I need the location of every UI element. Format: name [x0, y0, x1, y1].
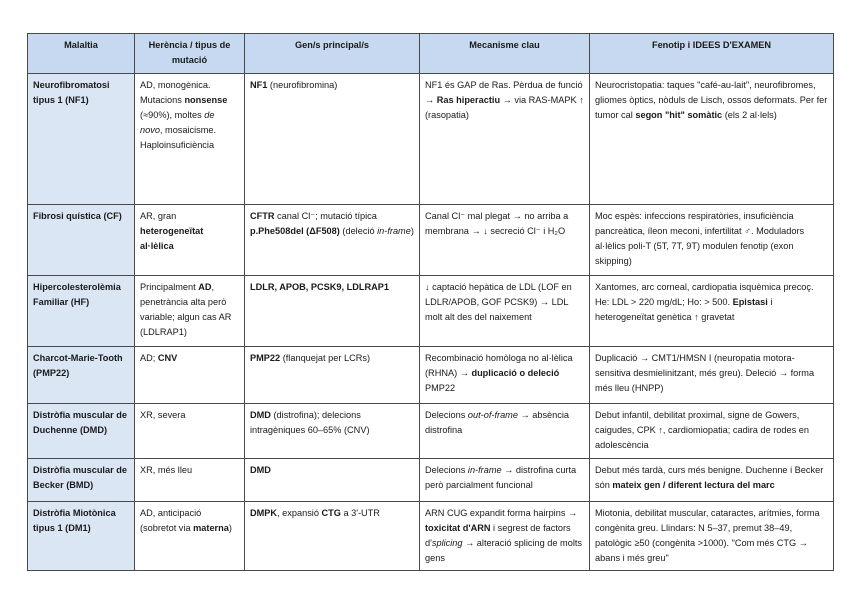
table-header-row: [28, 34, 834, 74]
mechanism-cell: Canal Cl⁻ mal plegat → no arriba a membrana → ↓ secreció Cl⁻ i H₂O: [420, 205, 590, 276]
gene-cell: DMD (distrofina); delecions intragèniques 60–65% (CNV): [245, 404, 420, 459]
inheritance-cell: XR, més lleu: [135, 459, 245, 502]
gene-cell: PMP22 (flanquejat per LCRs): [245, 347, 420, 404]
table-row: [28, 205, 834, 276]
disease-cell: Distròfia muscular de Becker (BMD): [28, 459, 135, 502]
gene-cell: LDLR, APOB, PCSK9, LDLRAP1: [245, 276, 420, 347]
phenotype-cell: Miotonia, debilitat muscular, cataractes, arítmies, forma congènita greu. Llindars: N 5–37, premut 38–49, patològic ≥50 (congènita >1000). "Com més CTG → abans i més greu": [590, 502, 834, 571]
inheritance-cell: AD, anticipació (sobretot via materna): [135, 502, 245, 571]
gene-cell: DMPK, expansió CTG a 3'-UTR: [245, 502, 420, 571]
gene-cell: CFTR canal Cl⁻; mutació típica p.Phe508del (ΔF508) (deleció in-frame): [245, 205, 420, 276]
table-row: [28, 502, 834, 571]
mechanism-cell: Recombinació homòloga no al·lèlica (RHNA) → duplicació o deleció PMP22: [420, 347, 590, 404]
header-phenotype: Fenotip i IDEES D'EXAMEN: [590, 34, 834, 74]
disease-cell: Hipercolesterolèmia Familiar (HF): [28, 276, 135, 347]
disease-cell: Charcot-Marie-Tooth (PMP22): [28, 347, 135, 404]
inheritance-cell: XR, severa: [135, 404, 245, 459]
table-row: [28, 276, 834, 347]
mechanism-cell: Delecions out-of-frame → absència distrofina: [420, 404, 590, 459]
disease-cell: Neurofibromatosi tipus 1 (NF1): [28, 74, 135, 205]
mechanism-cell: ARN CUG expandit forma hairpins → toxicitat d'ARN i segrest de factors d'splicing → alteració splicing de molts gens: [420, 502, 590, 571]
phenotype-cell: Neurocristopatia: taques "café-au-lait", neurofibromes, gliomes òptics, nòduls de Lisch, ossos deformats. Per fer tumor cal segon "hit" somàtic (els 2 al·lels): [590, 74, 834, 205]
table-row: [28, 404, 834, 459]
phenotype-cell: Debut més tardà, curs més benigne. Duchenne i Becker són mateix gen / diferent lectura del marc: [590, 459, 834, 502]
mechanism-cell: Delecions in-frame → distrofina curta però parcialment funcional: [420, 459, 590, 502]
gene-cell: NF1 (neurofibromina): [245, 74, 420, 205]
inheritance-cell: AR, gran heterogeneïtat al·lèlica: [135, 205, 245, 276]
gene-cell: DMD: [245, 459, 420, 502]
table-row: [28, 74, 834, 205]
genetic-diseases-table: [27, 33, 834, 571]
phenotype-cell: Moc espès: infeccions respiratòries, insuficiència pancreàtica, íleon meconi, infertilitat ♂. Moduladors al·lèlics poli-T (5T, 7T, 9T) modulen fenotip (exon skipping): [590, 205, 834, 276]
disease-cell: Fibrosi quística (CF): [28, 205, 135, 276]
header-disease: Malaltia: [28, 34, 135, 74]
inheritance-cell: AD; CNV: [135, 347, 245, 404]
inheritance-cell: AD, monogènica. Mutacions nonsense (≈90%), moltes de novo, mosaicisme. Haploinsuficiència: [135, 74, 245, 205]
phenotype-cell: Debut infantil, debilitat proximal, signe de Gowers, caigudes, CPK ↑, cardiomiopatia; cadira de rodes en adolescència: [590, 404, 834, 459]
header-gene: Gen/s principal/s: [245, 34, 420, 74]
phenotype-cell: Duplicació → CMT1/HMSN I (neuropatia motora-sensitiva desmielinitzant, més greu). Deleció → forma més lleu (HNPP): [590, 347, 834, 404]
header-inheritance: Herència / tipus de mutació: [135, 34, 245, 74]
disease-cell: Distròfia Miotònica tipus 1 (DM1): [28, 502, 135, 571]
header-mechanism: Mecanisme clau: [420, 34, 590, 74]
mechanism-cell: NF1 és GAP de Ras. Pèrdua de funció → Ras hiperactiu → via RAS-MAPK ↑ (rasopatia): [420, 74, 590, 205]
mechanism-cell: ↓ captació hepàtica de LDL (LOF en LDLR/APOB, GOF PCSK9) → LDL molt alt des del naixement: [420, 276, 590, 347]
phenotype-cell: Xantomes, arc corneal, cardiopatia isquèmica precoç. He: LDL > 220 mg/dL; Ho: > 500. Epistasi i heterogeneïtat genètica ↑ gravetat: [590, 276, 834, 347]
inheritance-cell: Principalment AD, penetrància alta però variable; algun cas AR (LDLRAP1): [135, 276, 245, 347]
table-row: [28, 347, 834, 404]
table-row: [28, 459, 834, 502]
disease-cell: Distròfia muscular de Duchenne (DMD): [28, 404, 135, 459]
